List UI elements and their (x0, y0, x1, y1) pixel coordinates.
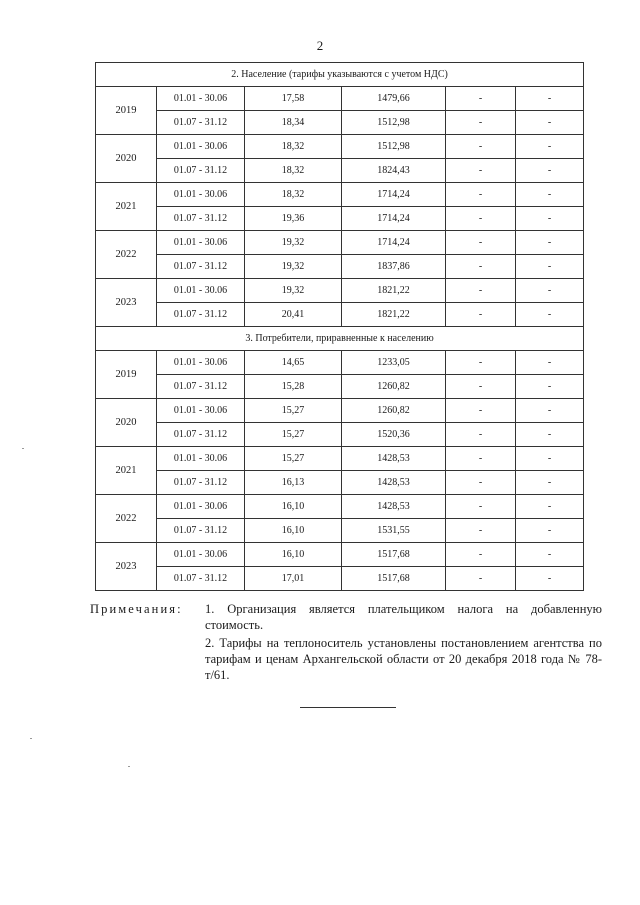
empty-value-cell: - (446, 255, 516, 279)
empty-value-cell: - (446, 111, 516, 135)
tariff-value-cell: 1531,55 (342, 519, 446, 543)
empty-value-cell: - (516, 423, 584, 447)
tariff-value-cell: 1837,86 (342, 255, 446, 279)
tariff-value-cell: 18,32 (245, 183, 342, 207)
year-cell: 2023 (96, 543, 157, 591)
empty-value-cell: - (516, 375, 584, 399)
section-header-row (96, 327, 584, 351)
empty-value-cell: - (446, 87, 516, 111)
tariff-value-cell: 18,34 (245, 111, 342, 135)
period-cell: 01.07 - 31.12 (157, 303, 245, 327)
scan-speck (22, 448, 24, 449)
empty-value-cell: - (446, 183, 516, 207)
tariff-value-cell: 1821,22 (342, 303, 446, 327)
tariff-value-cell: 15,27 (245, 423, 342, 447)
table-row (96, 447, 584, 471)
empty-value-cell: - (516, 399, 584, 423)
table-row (96, 519, 584, 543)
empty-value-cell: - (516, 135, 584, 159)
table-row (96, 279, 584, 303)
empty-value-cell: - (446, 567, 516, 591)
table-row (96, 423, 584, 447)
tariff-value-cell: 19,32 (245, 255, 342, 279)
tariff-value-cell: 1714,24 (342, 207, 446, 231)
scan-speck (30, 738, 32, 739)
tariff-table (95, 62, 584, 591)
table-row (96, 159, 584, 183)
period-cell: 01.01 - 30.06 (157, 399, 245, 423)
tariff-value-cell: 16,10 (245, 519, 342, 543)
period-cell: 01.01 - 30.06 (157, 87, 245, 111)
empty-value-cell: - (446, 351, 516, 375)
year-cell: 2021 (96, 447, 157, 495)
period-cell: 01.01 - 30.06 (157, 231, 245, 255)
note-item: 1. Организация является плательщиком налога на добавленную стоимость. (205, 602, 602, 632)
tariff-value-cell: 1260,82 (342, 375, 446, 399)
period-cell: 01.01 - 30.06 (157, 351, 245, 375)
tariff-value-cell: 1714,24 (342, 231, 446, 255)
empty-value-cell: - (516, 87, 584, 111)
scan-speck (128, 766, 130, 767)
tariff-value-cell: 14,65 (245, 351, 342, 375)
table-row (96, 351, 584, 375)
period-cell: 01.07 - 31.12 (157, 255, 245, 279)
table-row (96, 111, 584, 135)
empty-value-cell: - (516, 495, 584, 519)
notes-list (205, 601, 602, 685)
tariff-value-cell: 17,58 (245, 87, 342, 111)
table-row (96, 255, 584, 279)
empty-value-cell: - (446, 231, 516, 255)
tariff-value-cell: 18,32 (245, 135, 342, 159)
tariff-value-cell: 1714,24 (342, 183, 446, 207)
period-cell: 01.07 - 31.12 (157, 471, 245, 495)
period-cell: 01.01 - 30.06 (157, 183, 245, 207)
table-row (96, 183, 584, 207)
empty-value-cell: - (516, 159, 584, 183)
tariff-value-cell: 1428,53 (342, 447, 446, 471)
table-row (96, 471, 584, 495)
tariff-value-cell: 1233,05 (342, 351, 446, 375)
period-cell: 01.07 - 31.12 (157, 159, 245, 183)
tariff-value-cell: 1821,22 (342, 279, 446, 303)
period-cell: 01.07 - 31.12 (157, 423, 245, 447)
empty-value-cell: - (446, 279, 516, 303)
empty-value-cell: - (446, 399, 516, 423)
period-cell: 01.01 - 30.06 (157, 543, 245, 567)
empty-value-cell: - (516, 447, 584, 471)
empty-value-cell: - (446, 135, 516, 159)
empty-value-cell: - (516, 255, 584, 279)
section-title: 2. Население (тарифы указываются с учетом НДС) (96, 63, 584, 87)
empty-value-cell: - (516, 519, 584, 543)
year-cell: 2020 (96, 399, 157, 447)
table-row (96, 303, 584, 327)
empty-value-cell: - (446, 375, 516, 399)
empty-value-cell: - (446, 519, 516, 543)
section-title: 3. Потребители, приравненные к населению (96, 327, 584, 351)
empty-value-cell: - (516, 231, 584, 255)
table-row (96, 231, 584, 255)
table-row (96, 207, 584, 231)
empty-value-cell: - (516, 567, 584, 591)
note-item: 2. Тарифы на теплоноситель установлены постановлением агентства по тарифам и ценам Архангельской области от 20 декабря 2018 года № 78-т/61. (205, 636, 602, 682)
empty-value-cell: - (446, 207, 516, 231)
year-cell: 2022 (96, 495, 157, 543)
tariff-value-cell: 15,28 (245, 375, 342, 399)
tariff-value-cell: 1512,98 (342, 111, 446, 135)
period-cell: 01.07 - 31.12 (157, 375, 245, 399)
tariff-value-cell: 1260,82 (342, 399, 446, 423)
tariff-value-cell: 18,32 (245, 159, 342, 183)
tariff-value-cell: 15,27 (245, 399, 342, 423)
closing-divider (300, 707, 396, 708)
tariff-value-cell: 16,10 (245, 543, 342, 567)
table-row (96, 543, 584, 567)
tariff-value-cell: 17,01 (245, 567, 342, 591)
year-cell: 2022 (96, 231, 157, 279)
period-cell: 01.07 - 31.12 (157, 567, 245, 591)
year-cell: 2019 (96, 87, 157, 135)
table-row (96, 87, 584, 111)
empty-value-cell: - (446, 495, 516, 519)
tariff-value-cell: 19,32 (245, 279, 342, 303)
tariff-value-cell: 19,32 (245, 231, 342, 255)
period-cell: 01.01 - 30.06 (157, 279, 245, 303)
table-row (96, 567, 584, 591)
empty-value-cell: - (446, 159, 516, 183)
empty-value-cell: - (516, 471, 584, 495)
tariff-value-cell: 1824,43 (342, 159, 446, 183)
tariff-value-cell: 19,36 (245, 207, 342, 231)
table-row (96, 399, 584, 423)
notes-label: Примечания: (90, 602, 183, 616)
page-number: 2 (316, 38, 324, 53)
empty-value-cell: - (516, 543, 584, 567)
period-cell: 01.07 - 31.12 (157, 111, 245, 135)
period-cell: 01.01 - 30.06 (157, 135, 245, 159)
tariff-value-cell: 1512,98 (342, 135, 446, 159)
tariff-table-body (96, 63, 584, 591)
period-cell: 01.07 - 31.12 (157, 207, 245, 231)
table-row (96, 135, 584, 159)
tariff-value-cell: 16,13 (245, 471, 342, 495)
tariff-value-cell: 1517,68 (342, 567, 446, 591)
tariff-value-cell: 1517,68 (342, 543, 446, 567)
tariff-value-cell: 16,10 (245, 495, 342, 519)
empty-value-cell: - (446, 303, 516, 327)
year-cell: 2020 (96, 135, 157, 183)
table-row (96, 375, 584, 399)
period-cell: 01.01 - 30.06 (157, 495, 245, 519)
year-cell: 2021 (96, 183, 157, 231)
empty-value-cell: - (446, 447, 516, 471)
empty-value-cell: - (516, 351, 584, 375)
table-row (96, 495, 584, 519)
tariff-value-cell: 1479,66 (342, 87, 446, 111)
tariff-value-cell: 1428,53 (342, 495, 446, 519)
period-cell: 01.07 - 31.12 (157, 519, 245, 543)
empty-value-cell: - (446, 423, 516, 447)
empty-value-cell: - (516, 279, 584, 303)
tariff-value-cell: 1428,53 (342, 471, 446, 495)
empty-value-cell: - (516, 111, 584, 135)
empty-value-cell: - (446, 543, 516, 567)
tariff-value-cell: 20,41 (245, 303, 342, 327)
year-cell: 2023 (96, 279, 157, 327)
tariff-value-cell: 1520,36 (342, 423, 446, 447)
empty-value-cell: - (516, 207, 584, 231)
section-header-row (96, 63, 584, 87)
empty-value-cell: - (516, 303, 584, 327)
tariff-value-cell: 15,27 (245, 447, 342, 471)
empty-value-cell: - (446, 471, 516, 495)
year-cell: 2019 (96, 351, 157, 399)
empty-value-cell: - (516, 183, 584, 207)
period-cell: 01.01 - 30.06 (157, 447, 245, 471)
